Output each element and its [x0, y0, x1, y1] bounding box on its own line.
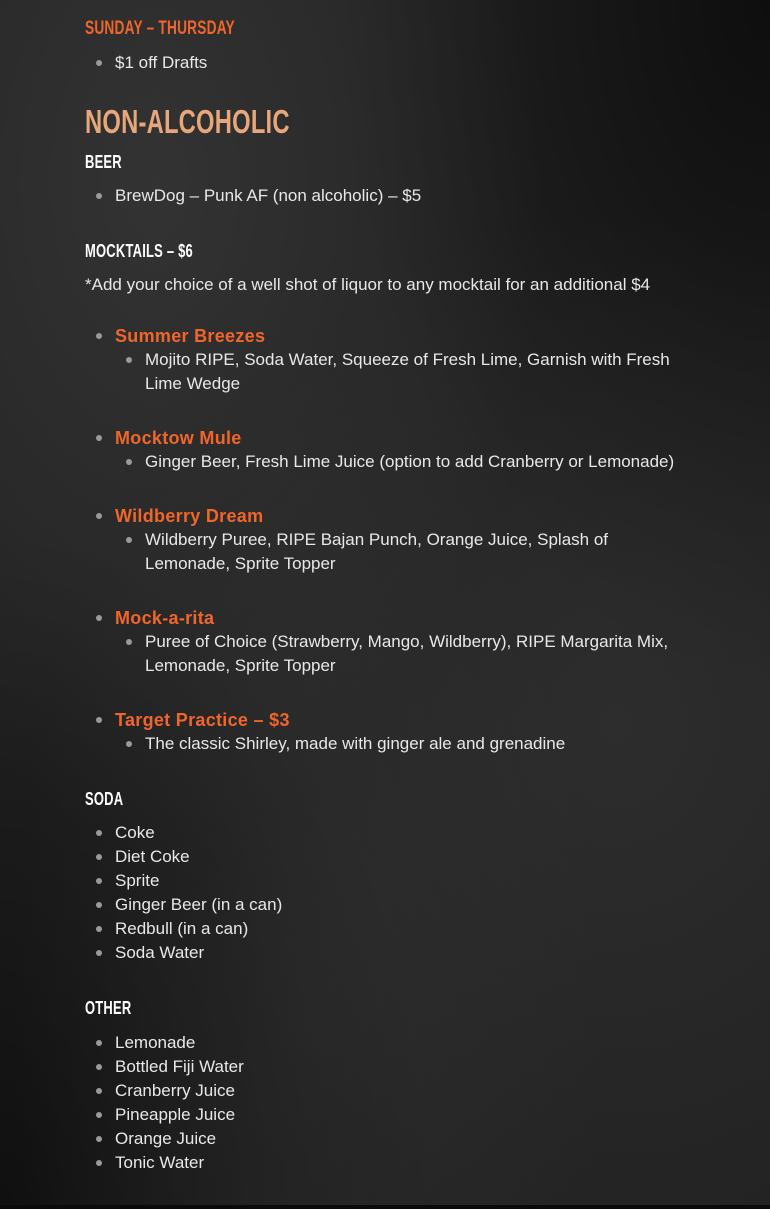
happy-hour-list — [85, 51, 705, 75]
mocktail-description: The classic Shirley, made with ginger ale and grenadine — [85, 732, 705, 756]
mocktail-description: Puree of Choice (Strawberry, Mango, Wildberry), RIPE Margarita Mix, Lemonade, Sprite Topper — [85, 630, 705, 678]
list-item: Sprite — [85, 869, 705, 893]
list-item: Orange Juice — [85, 1127, 705, 1151]
mocktail-item — [85, 324, 705, 396]
mocktail-name: Target Practice – $3 — [85, 708, 705, 732]
mocktail-item — [85, 504, 705, 576]
list-item: Soda Water — [85, 941, 705, 965]
soda-heading: SODA — [85, 789, 124, 809]
mocktail-description: Ginger Beer, Fresh Lime Juice (option to add Cranberry or Lemonade) — [85, 450, 705, 474]
mocktail-description: Wildberry Puree, RIPE Bajan Punch, Orange Juice, Splash of Lemonade, Sprite Topper — [85, 528, 705, 576]
mocktail-name: Mock-a-rita — [85, 606, 705, 630]
list-item: Diet Coke — [85, 845, 705, 869]
list-item: Ginger Beer (in a can) — [85, 893, 705, 917]
day-heading: SUNDAY – THURSDAY — [85, 18, 235, 39]
list-item: Cranberry Juice — [85, 1079, 705, 1103]
other-list — [85, 1031, 705, 1175]
mocktail-name: Wildberry Dream — [85, 504, 705, 528]
list-item: Pineapple Juice — [85, 1103, 705, 1127]
soda-list — [85, 821, 705, 965]
other-heading: OTHER — [85, 998, 132, 1018]
beer-heading: BEER — [85, 152, 122, 172]
list-item: Bottled Fiji Water — [85, 1055, 705, 1079]
mocktail-name: Summer Breezes — [85, 324, 705, 348]
mocktail-item — [85, 426, 705, 474]
footer-divider — [0, 1205, 770, 1209]
list-item: Coke — [85, 821, 705, 845]
list-item: Tonic Water — [85, 1151, 705, 1175]
list-item: $1 off Drafts — [85, 51, 705, 75]
mocktails-note: *Add your choice of a well shot of liquor to any mocktail for an additional $4 — [85, 275, 651, 294]
beer-list — [85, 184, 705, 208]
list-item: Redbull (in a can) — [85, 917, 705, 941]
mocktail-description: Mojito RIPE, Soda Water, Squeeze of Fresh Lime, Garnish with Fresh Lime Wedge — [85, 348, 705, 396]
list-item: Lemonade — [85, 1031, 705, 1055]
list-item: BrewDog – Punk AF (non alcoholic) – $5 — [85, 184, 705, 208]
mocktail-item — [85, 606, 705, 678]
mocktails-heading: MOCKTAILS – $6 — [85, 241, 193, 261]
mocktail-item — [85, 708, 705, 756]
mocktail-name: Mocktow Mule — [85, 426, 705, 450]
section-title: NON-ALCOHOLIC — [85, 103, 290, 140]
